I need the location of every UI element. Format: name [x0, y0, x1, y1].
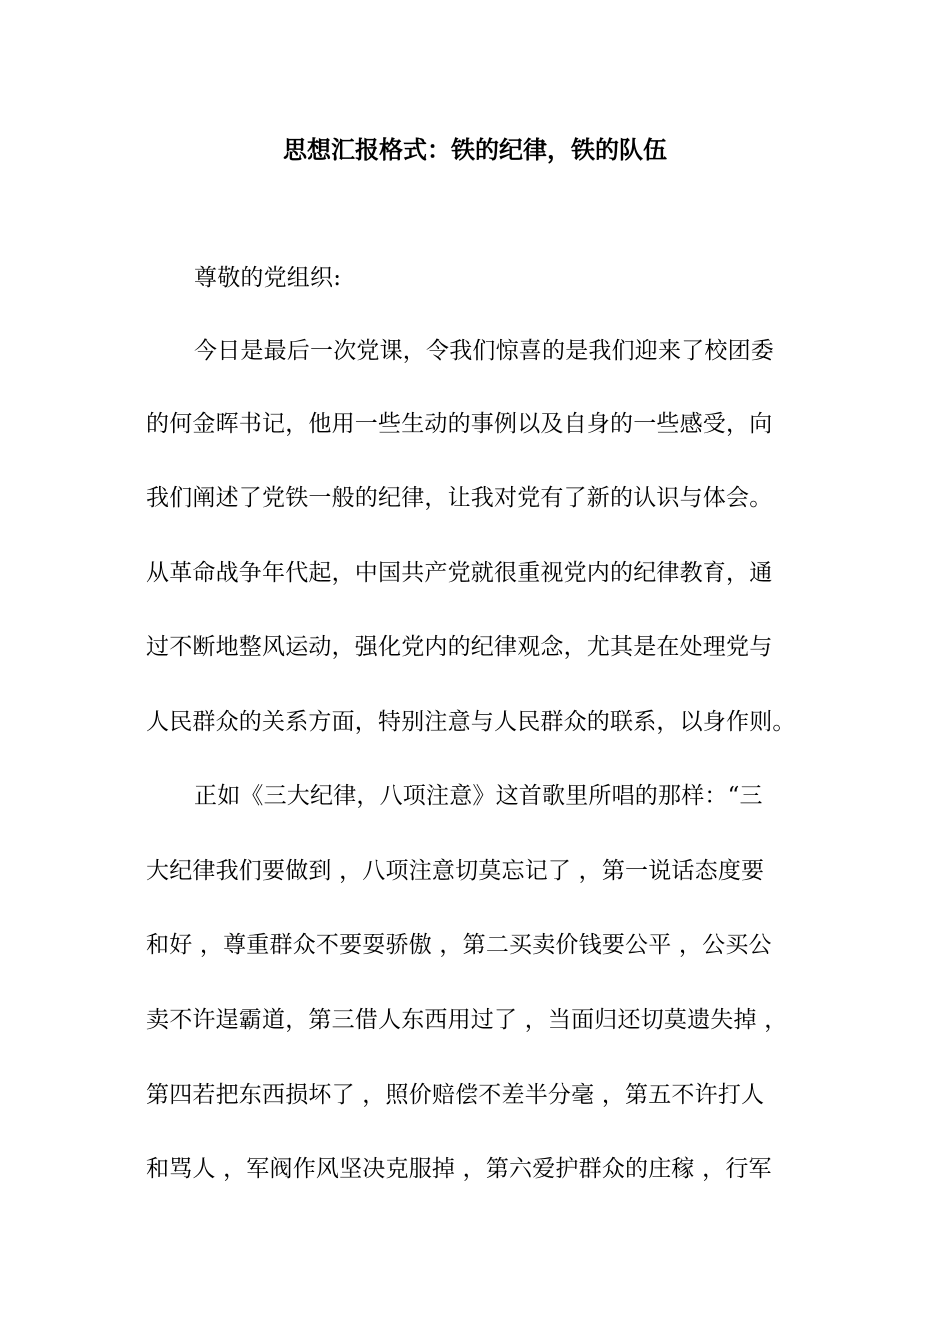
body-line: 今日是最后一次党课，令我们惊喜的是我们迎来了校团委 [194, 338, 774, 364]
document-title: 思想汇报格式：铁的纪律，铁的队伍 [283, 136, 667, 164]
body-line: 和好 ，尊重群众不要耍骄傲 ，第二买卖价钱要公平 ，公买公 [146, 932, 772, 958]
body-line: 人民群众的关系方面，特别注意与人民群众的联系，以身作则。 [146, 709, 796, 735]
body-line: 从革命战争年代起，中国共产党就很重视党内的纪律教育，通 [146, 560, 773, 586]
body-line: 我们阐述了党铁一般的纪律，让我对党有了新的认识与体会。 [146, 485, 773, 511]
body-line: 过不断地整风运动，强化党内的纪律观念，尤其是在处理党与 [146, 634, 773, 660]
salutation-line: 尊敬的党组织: [194, 265, 342, 291]
body-line: 正如《三大纪律，八项注意》这首歌里所唱的那样：“三 [194, 783, 763, 809]
body-line: 大纪律我们要做到 ，八项注意切莫忘记了 ，第一说话态度要 [146, 858, 765, 884]
body-line: 和骂人 ，军阀作风坚决克服掉 ，第六爱护群众的庄稼 ，行军 [146, 1156, 772, 1182]
body-line: 卖不许逞霸道，第三借人东西用过了 ，当面归还切莫遗失掉 ， [146, 1007, 788, 1033]
body-line: 第四若把东西损坏了 ，照价赔偿不差半分毫 ，第五不许打人 [146, 1082, 765, 1108]
body-line: 的何金晖书记，他用一些生动的事例以及自身的一些感受，向 [146, 411, 773, 437]
